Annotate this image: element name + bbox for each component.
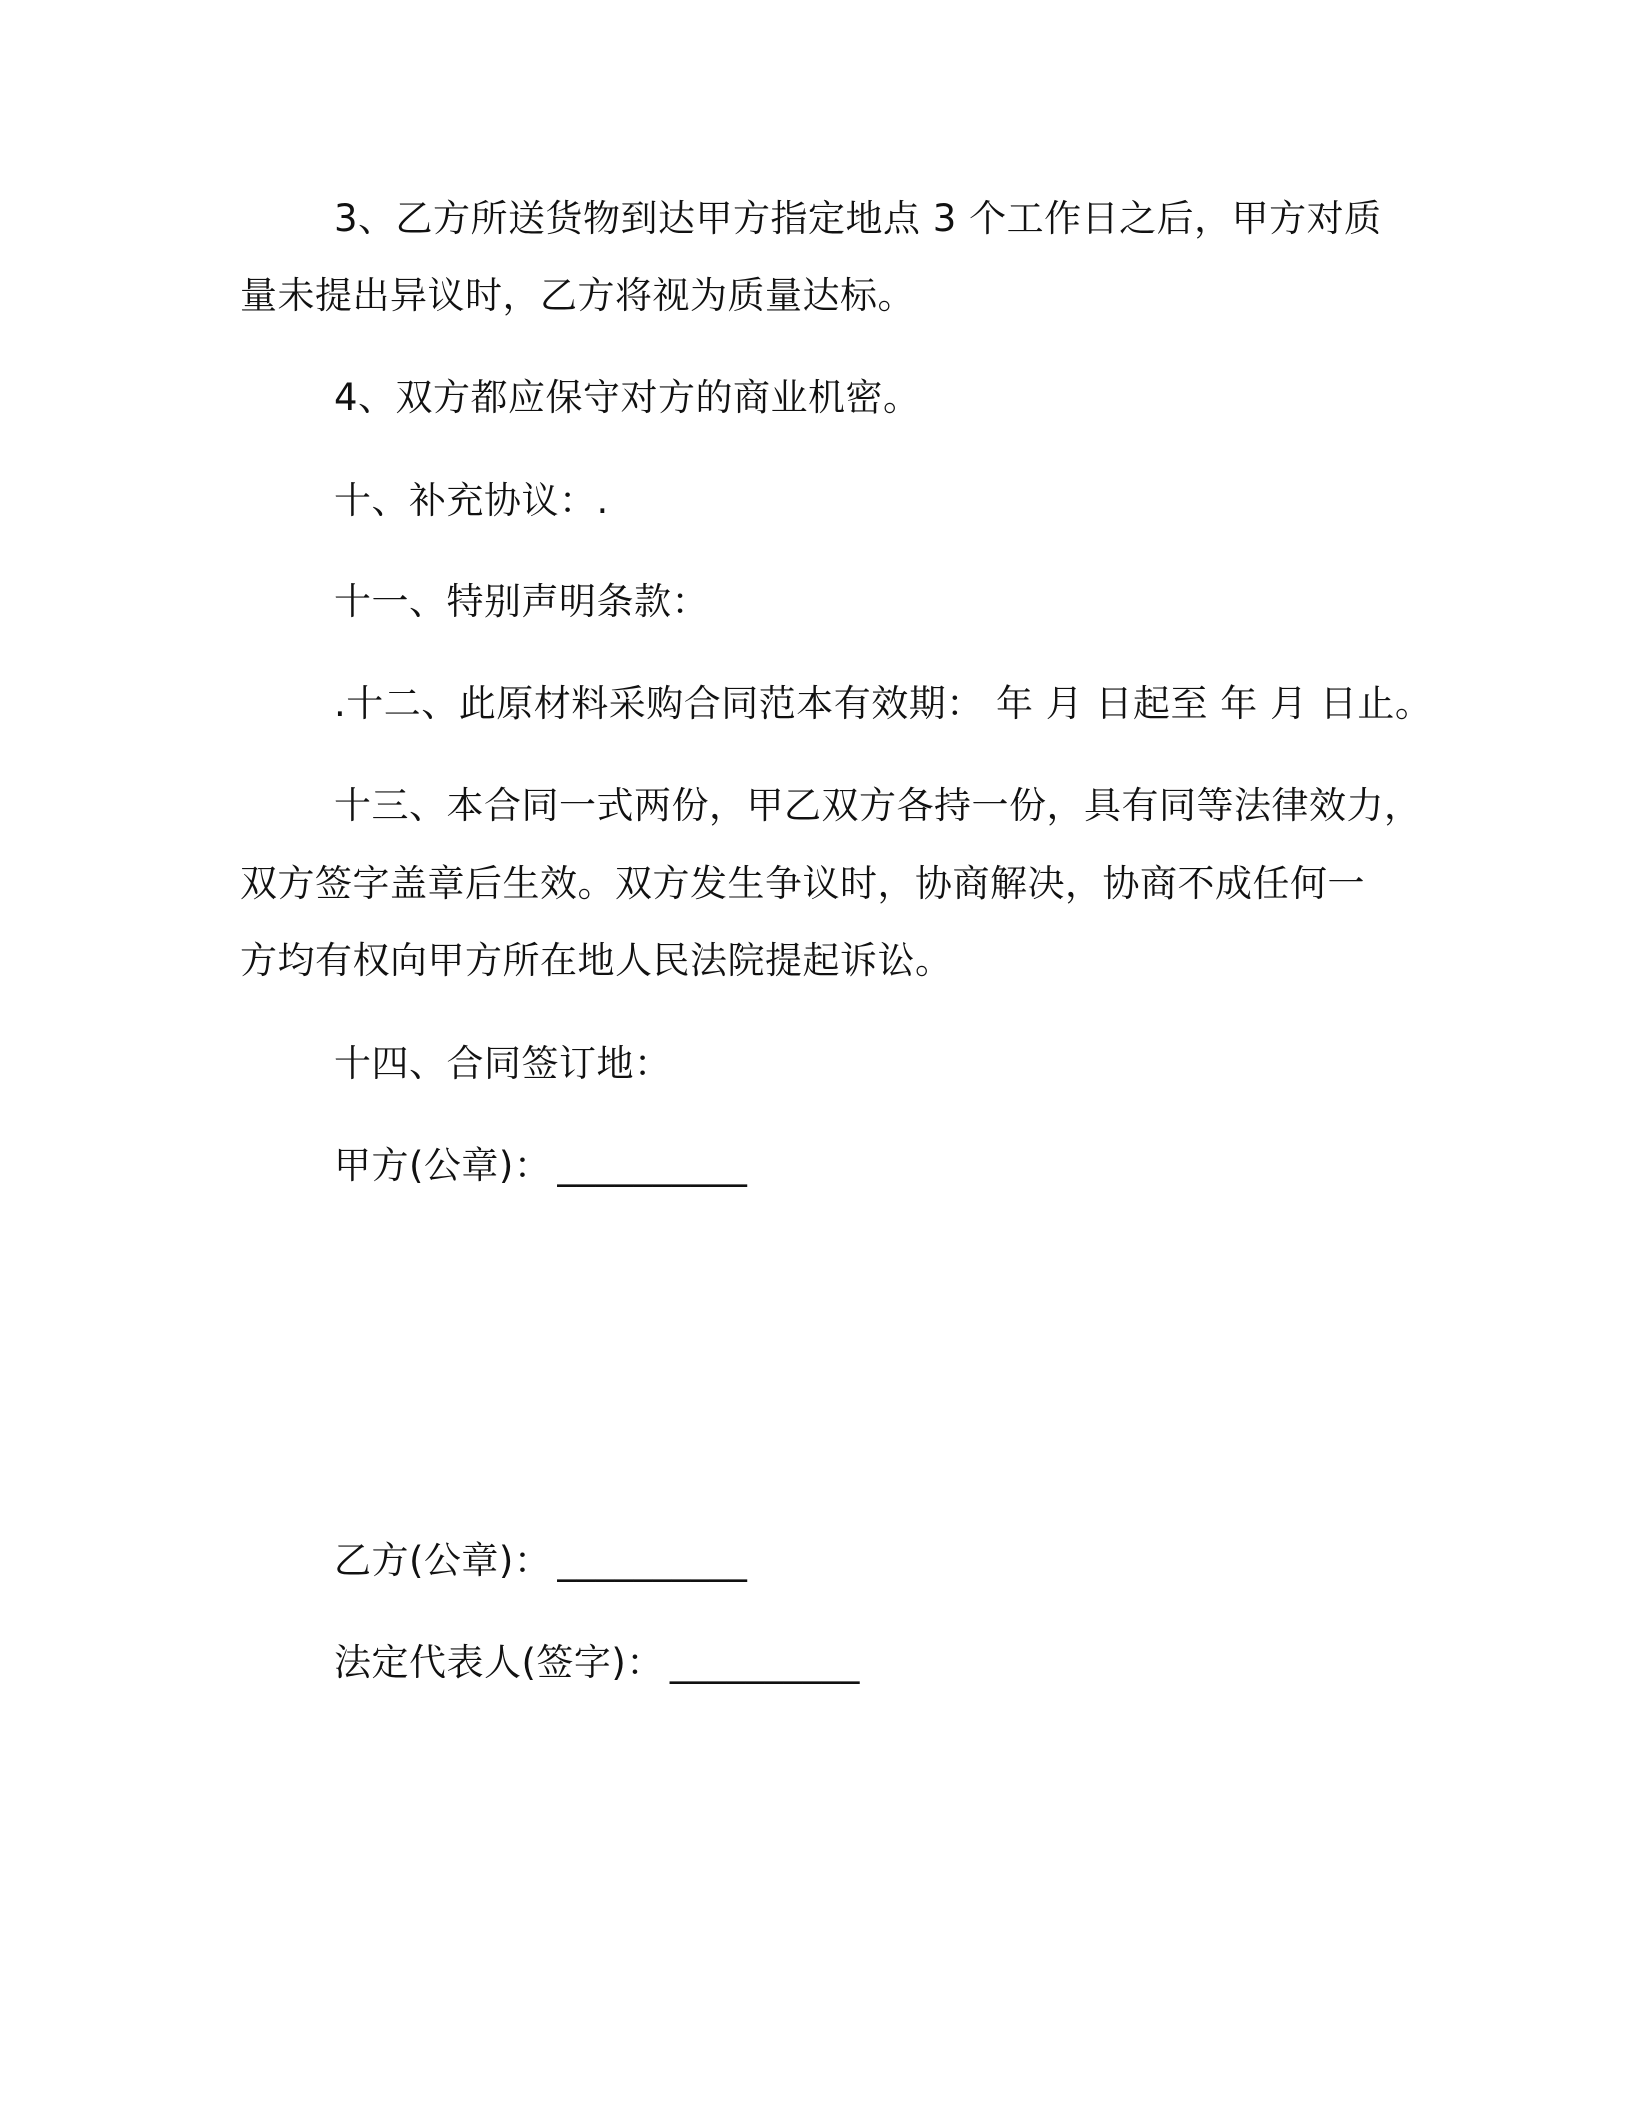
clause-3-line-1: 3、乙方所送货物到达甲方指定地点 3 个工作日之后，甲方对质	[334, 197, 1382, 240]
section-13-line-3: 方均有权向甲方所在地人民法院提起诉讼。	[240, 939, 953, 982]
legal-rep-signature	[334, 1639, 860, 1687]
clause-3-line-2: 量未提出异议时，乙方将视为质量达标。	[240, 274, 915, 317]
section-11: 十一、特别声明条款：	[334, 580, 709, 623]
party-b-blank: __________	[557, 1539, 748, 1582]
section-13-line-1: 十三、本合同一式两份，甲乙双方各持一份，具有同等法律效力，	[334, 784, 1422, 827]
party-b-label: 乙方(公章)：	[334, 1539, 552, 1582]
section-10: 十、补充协议：.	[334, 479, 609, 522]
party-a-signature	[334, 1142, 747, 1190]
section-13-line-2: 双方签字盖章后生效。双方发生争议时，协商解决，协商不成任何一	[240, 862, 1365, 905]
clause-4: 4、双方都应保守对方的商业机密。	[334, 376, 921, 419]
section-12: .十二、此原材料采购合同范本有效期： 年 月 日起至 年 月 日止。	[334, 682, 1433, 725]
legal-rep-label: 法定代表人(签字)：	[334, 1641, 664, 1684]
legal-rep-blank: __________	[669, 1641, 860, 1684]
party-b-signature	[334, 1537, 747, 1585]
party-a-blank: __________	[557, 1144, 748, 1187]
party-a-label: 甲方(公章)：	[334, 1144, 552, 1187]
section-14: 十四、合同签订地：	[334, 1042, 672, 1085]
